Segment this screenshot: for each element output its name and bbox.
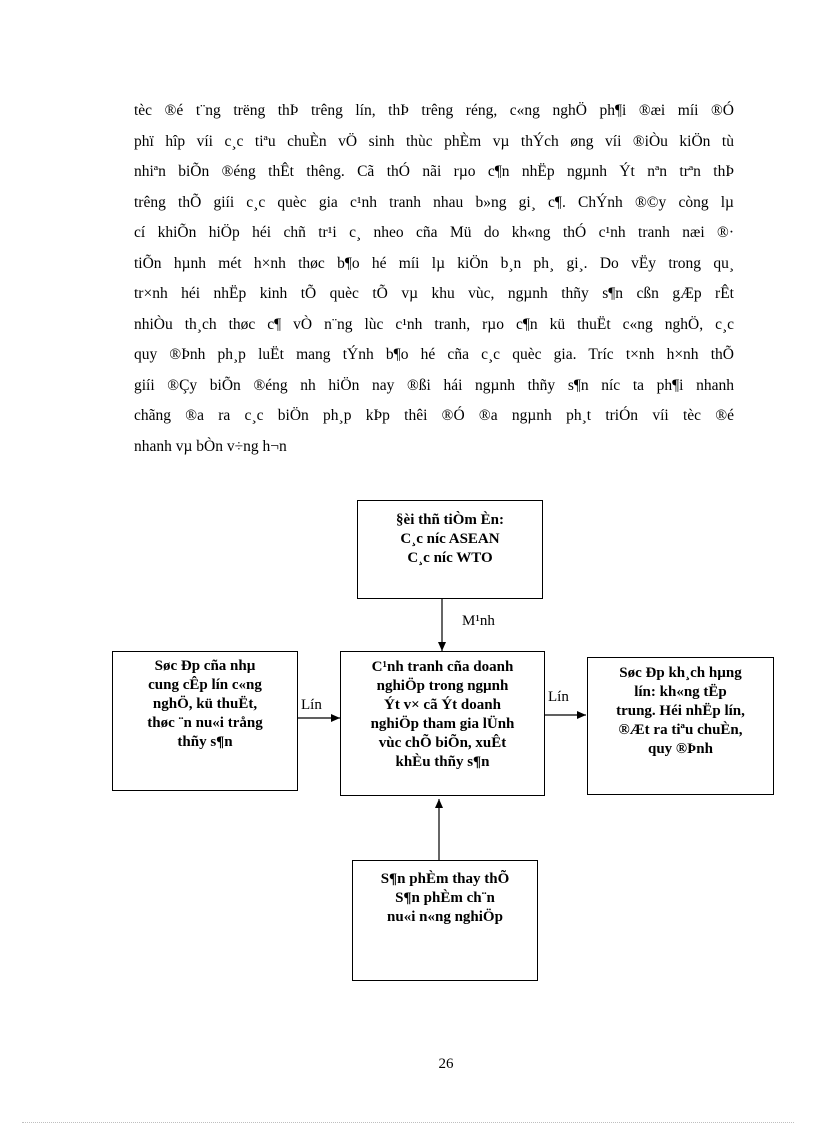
box-line: §èi thñ tiÒm Èn:: [396, 512, 504, 528]
industry-rivalry-box: [340, 651, 545, 796]
box-line: Søc Ðp cña nhµ: [154, 658, 256, 674]
box-line: ®Æt ra tiªu chuÈn,: [618, 722, 743, 738]
box-line: nghÖ, kü thuËt,: [152, 696, 258, 712]
paragraph-line: chãng ®a ra c¸c biÖn ph¸p kÞp thêi ®Ó ®a ngµnh ph¸t triÓn víi tèc ®é: [134, 407, 734, 424]
left-arrow-label: Lín: [301, 697, 322, 713]
box-line: khÈu thñy s¶n: [395, 754, 490, 770]
paragraph-line: nhiªn biÕn ®éng thÊt thêng. Cã thÓ nãi rµo c¶n nhËp ngµnh Ýt nªn trªn thÞ: [134, 163, 734, 180]
box-line: quy ®Þnh: [648, 741, 713, 757]
customer-pressure-box: [587, 657, 774, 795]
box-line: nghiÖp trong ngµnh: [376, 678, 509, 694]
paragraph-line: nhanh vµ bÒn v÷ng h¬n: [134, 437, 287, 455]
box-line: thøc ¨n nu«i trång: [147, 715, 263, 731]
box-line: cung cÊp lín c«ng: [148, 677, 262, 693]
paragraph-line: quy ®Þnh ph¸p luËt mang tÝnh b¶o hé cña c¸c quèc gia. Tríc t×nh h×nh thÕ: [134, 346, 734, 363]
top-arrow-label: M¹nh: [462, 613, 495, 629]
box-line: thñy s¶n: [177, 734, 233, 750]
potential-competitors-box: [357, 500, 543, 599]
paragraph-line: tiÕn hµnh mét h×nh thøc b¶o hé míi lµ kiÖn b¸n ph¸ gi¸. Do vËy trong qu¸: [134, 254, 734, 272]
page-number: 26: [438, 1056, 454, 1072]
box-line: nu«i n«ng nghiÖp: [387, 909, 503, 925]
substitute-products-box: [352, 860, 538, 981]
paragraph-line: giíi ®Çy biÕn ®éng nh hiÖn nay ®ßi hái ngµnh thñy s¶n níc ta ph¶i nhanh: [134, 376, 734, 394]
box-line: C¸c níc WTO: [407, 550, 493, 566]
paragraph-line: cí khiÕn hiÖp héi chñ tr¹i c¸ nheo cña Mü do kh«ng thÓ c¹nh tranh næi ®·: [134, 224, 734, 241]
box-line: Søc Ðp kh¸ch hµng: [619, 665, 742, 681]
supplier-pressure-box: [112, 651, 298, 791]
box-line: Ýt v× cã Ýt doanh: [384, 697, 501, 713]
paragraph-line: tr×nh héi nhËp kinh tÕ quèc tÕ vµ khu vùc, ngµnh thñy s¶n cßn gÆp rÊt: [134, 285, 734, 302]
box-line: C¸c níc ASEAN: [400, 531, 500, 547]
right-arrow-label: Lín: [548, 689, 569, 705]
box-line: vùc chÕ biÕn, xuÊt: [378, 735, 507, 751]
paragraph-line: trêng thÕ giíi c¸c quèc gia c¹nh tranh nhau b»ng gi¸ c¶. ChÝnh ®©y còng lµ: [134, 193, 734, 211]
box-line: S¶n phÈm ch¨n: [395, 890, 495, 906]
box-line: S¶n phÈm thay thÕ: [380, 871, 510, 887]
paragraph-line: phï hîp víi c¸c tiªu chuÈn vÖ sinh thùc phÈm vµ thÝch øng víi ®iÒu kiÖn tù: [134, 132, 734, 150]
box-line: trung. Héi nhËp lín,: [616, 703, 745, 719]
paragraph-line: nhiÒu th¸ch thøc c¶ vÒ n¨ng lùc c¹nh tranh, rµo c¶n kü thuËt c«ng nghÖ, c¸c: [134, 315, 734, 333]
box-line: lín: kh«ng tËp: [634, 684, 727, 700]
box-line: nghiÖp tham gia lÜnh: [370, 716, 515, 732]
box-line: C¹nh tranh cña doanh: [371, 659, 514, 675]
paragraph-line: tèc ®é t¨ng trëng thÞ trêng lín, thÞ trêng réng, c«ng nghÖ ph¶i ®æi míi ®Ó: [134, 102, 734, 119]
